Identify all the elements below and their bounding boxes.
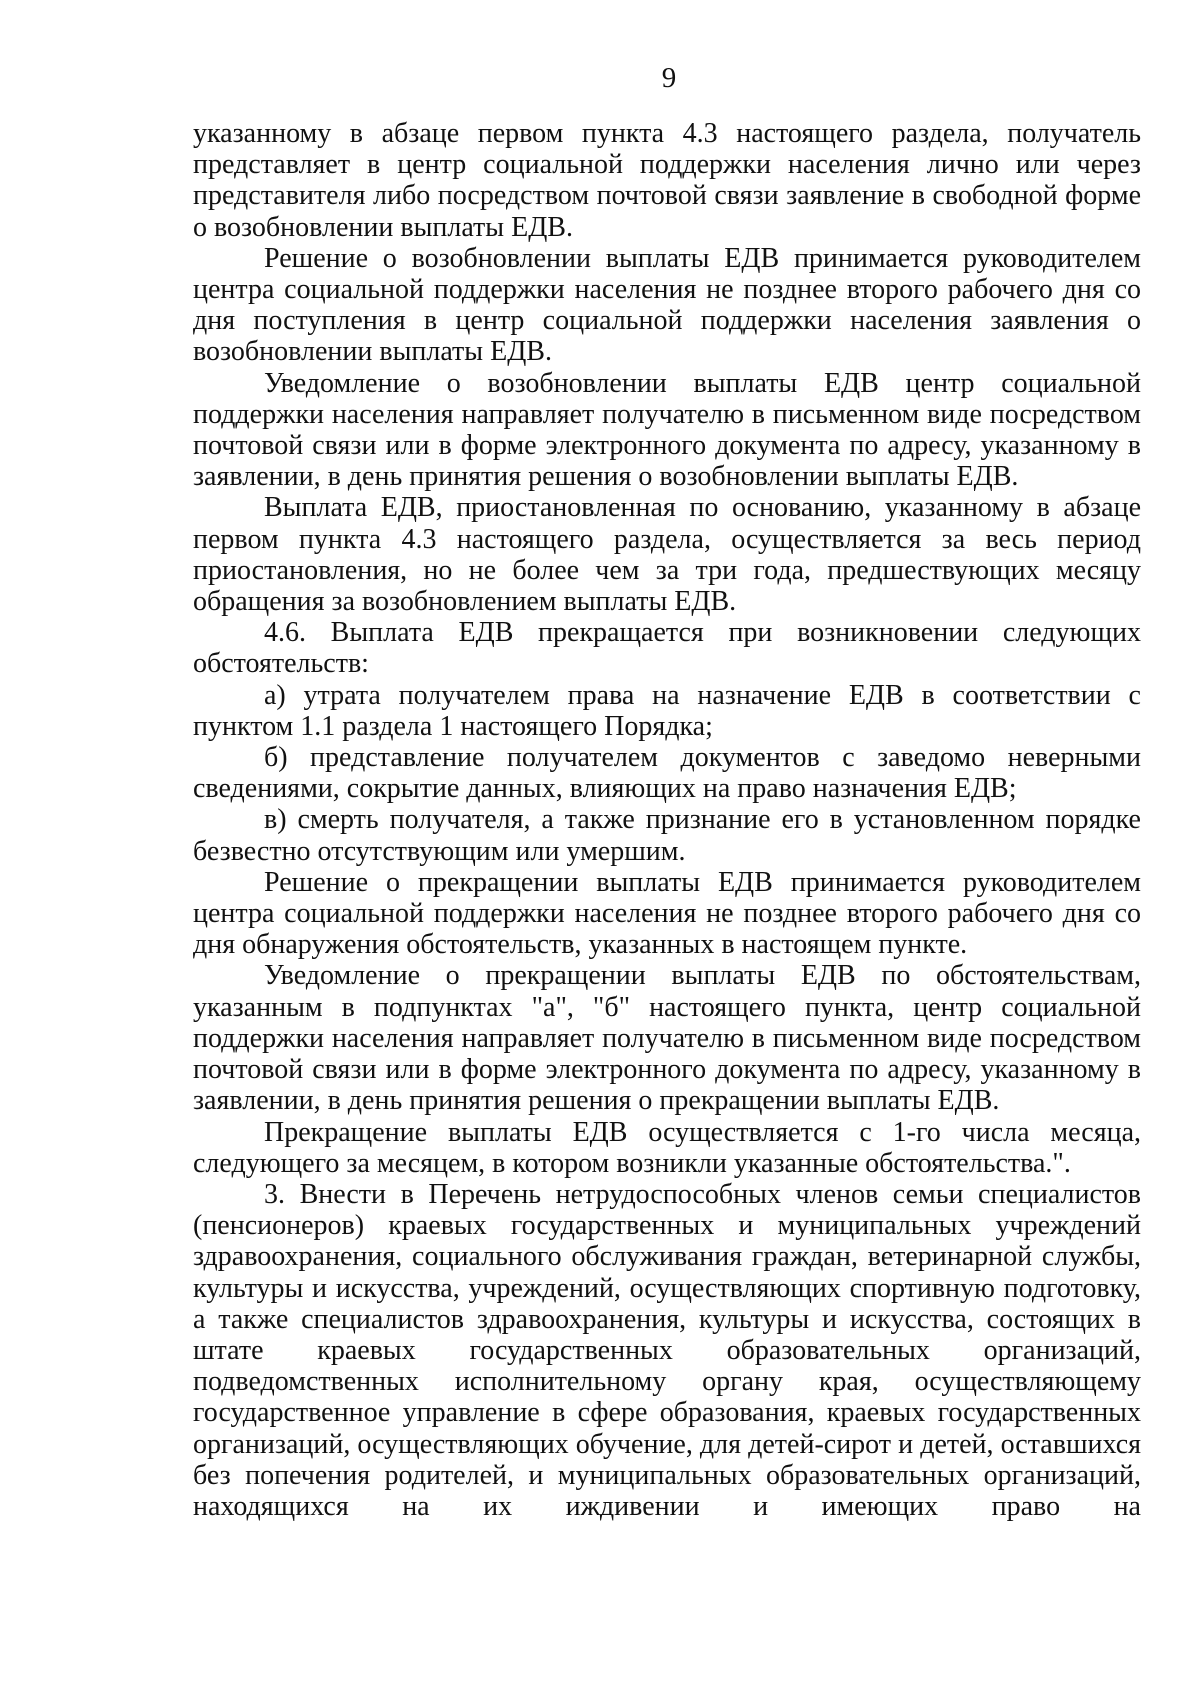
paragraph-item-3: 3. Внести в Перечень нетрудоспособных членов семьи специалистов (пенсионеров) краевых государственных и муниципальных учреждений здравоохранения, социального обслуживания граждан, ветеринарной службы, культуры и искусства, учреждений, осуществляющих спортивную подготовку, а также специалистов здравоохранения, культуры и искусства, состоящих в штате краевых государственных образовательных организаций, подведомственных исполнительному органу края, осуществляющему государственное управление в сфере образования, краевых государственных организаций, осуществляющих обучение, для детей-сирот и детей, оставшихся без попечения родителей, и муниципальных образовательных организаций, находящихся на их иждивении и имеющих право на bbox=[193, 1178, 1141, 1522]
paragraph-resumption-payment: Выплата ЕДВ, приостановленная по основанию, указанному в абзаце первом пункта 4.3 настоящего раздела, осуществляется за весь период приостановления, но не более чем за три года, предшествующих месяцу обращения за возобновлением выплаты ЕДВ. bbox=[193, 492, 1141, 618]
paragraph-termination-decision: Решение о прекращении выплаты ЕДВ принимается руководителем центра социальной поддержки населения не позднее второго рабочего дня со дня обнаружения обстоятельств, указанных в настоящем пункте. bbox=[193, 866, 1141, 961]
paragraph-resumption-decision: Решение о возобновлении выплаты ЕДВ принимается руководителем центра социальной поддержки населения не позднее второго рабочего дня со дня поступления в центр социальной поддержки населения заявления о возобновлении выплаты ЕДВ. bbox=[193, 242, 1141, 368]
paragraph-item-v: в) смерть получателя, а также признание его в установленном порядке безвестно отсутствующим или умершим. bbox=[193, 804, 1141, 867]
paragraph-continuation: указанному в абзаце первом пункта 4.3 настоящего раздела, получатель представляет в центр социальной поддержки населения лично или через представителя либо посредством почтовой связи заявление в свободной форме о возобновлении выплаты ЕДВ. bbox=[193, 118, 1141, 243]
paragraph-item-b: б) представление получателем документов с заведомо неверными сведениями, сокрытие данных, влияющих на право назначения ЕДВ; bbox=[193, 742, 1141, 805]
page-number: 9 bbox=[661, 62, 677, 94]
paragraph-termination-notice: Уведомление о прекращении выплаты ЕДВ по обстоятельствам, указанным в подпунктах "а", "б" настоящего пункта, центр социальной поддержки населения направляет получателю в письменном виде посредством почтовой связи или в форме электронного документа по адресу, указанному в заявлении, в день принятия решения о прекращении выплаты ЕДВ. bbox=[193, 960, 1141, 1117]
document-body bbox=[193, 118, 1141, 1522]
paragraph-4-6-termination: 4.6. Выплата ЕДВ прекращается при возникновении следующих обстоятельств: bbox=[193, 617, 1141, 680]
paragraph-resumption-notice: Уведомление о возобновлении выплаты ЕДВ центр социальной поддержки населения направляет получателю в письменном виде посредством почтовой связи или в форме электронного документа по адресу, указанному в заявлении, в день принятия решения о возобновлении выплаты ЕДВ. bbox=[193, 367, 1141, 493]
paragraph-item-a: а) утрата получателем права на назначение ЕДВ в соответствии с пунктом 1.1 раздела 1 настоящего Порядка; bbox=[193, 679, 1141, 742]
paragraph-termination-date: Прекращение выплаты ЕДВ осуществляется с 1-го числа месяца, следующего за месяцем, в котором возникли указанные обстоятельства.". bbox=[193, 1116, 1141, 1179]
